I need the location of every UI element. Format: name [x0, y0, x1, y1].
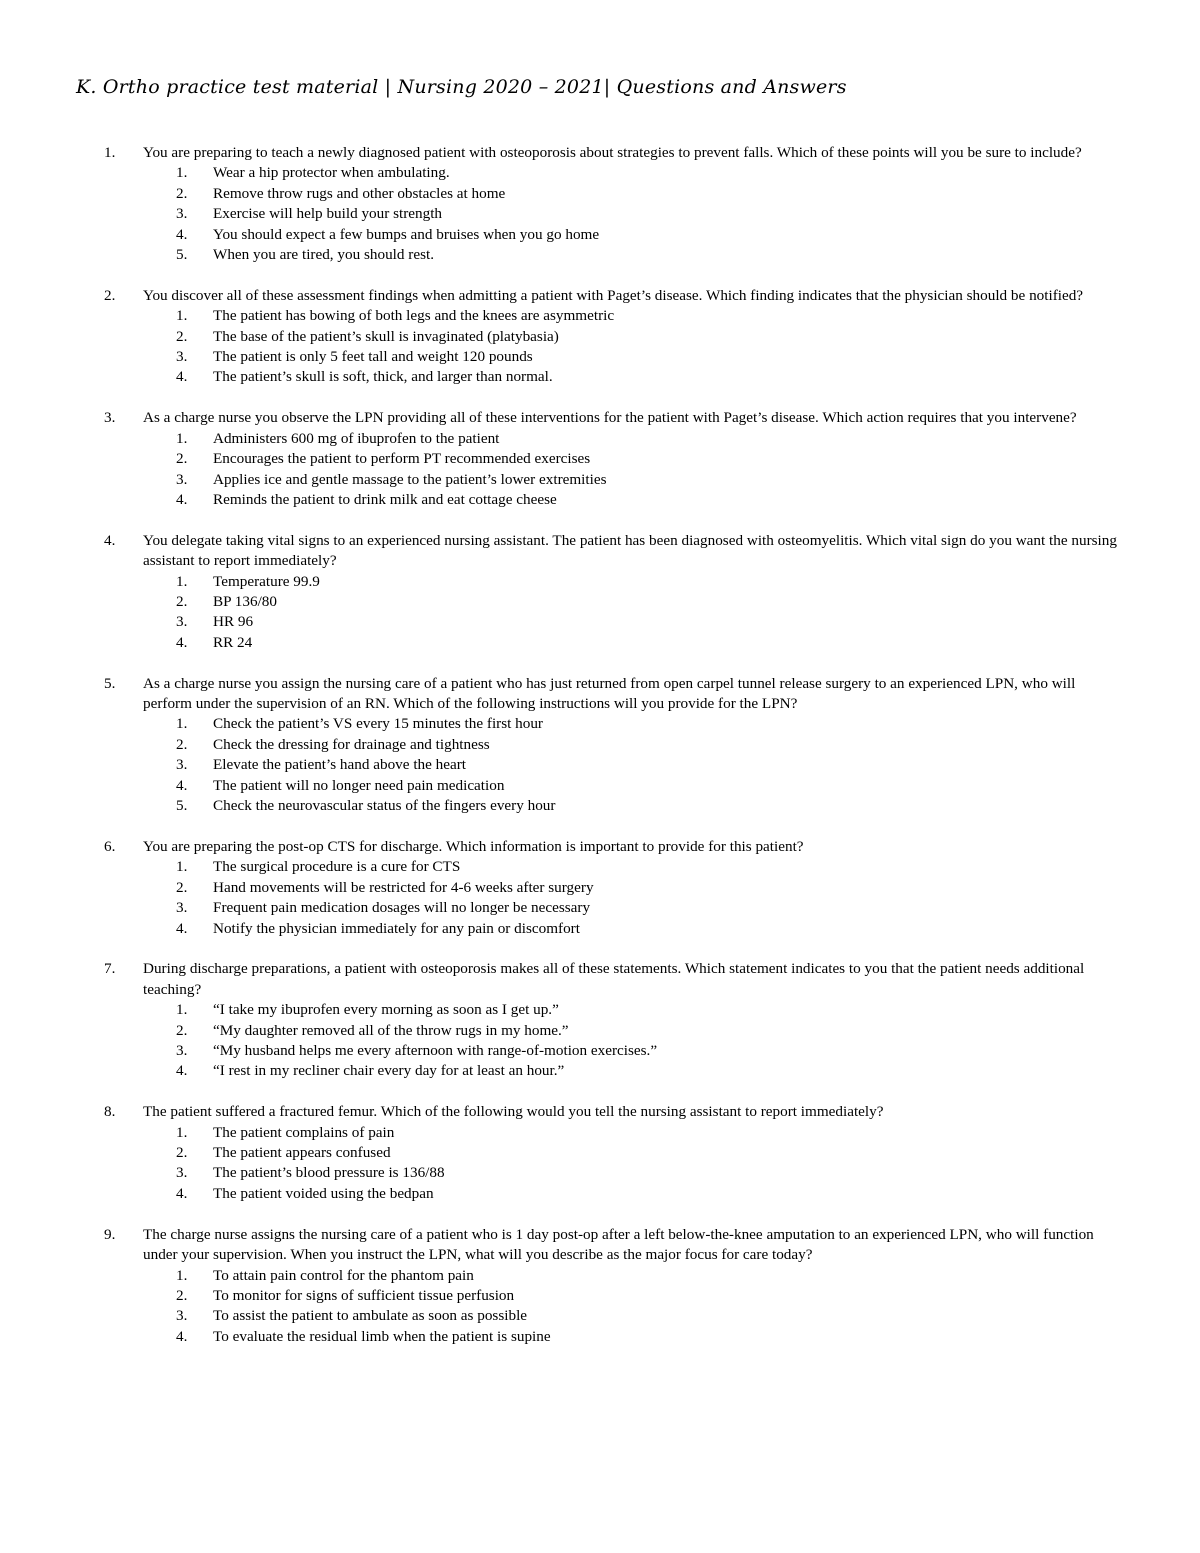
answer-option [0, 1000, 1200, 1020]
answer-option-number: 4. [176, 225, 188, 243]
answer-option-number: 1. [176, 715, 188, 733]
answer-option [0, 1286, 1200, 1306]
answer-option-text: Notify the physician immediately for any pain or discomfort [213, 919, 580, 937]
answer-option [0, 470, 1200, 490]
answer-option-text: When you are tired, you should rest. [213, 245, 435, 263]
answer-option [0, 796, 1200, 816]
answer-options [0, 1123, 1200, 1205]
answer-option [0, 1061, 1200, 1081]
answer-option-number: 1. [176, 858, 188, 876]
answer-option-text: The patient is only 5 feet tall and weight 120 pounds [213, 348, 533, 366]
answer-option-number: 3. [176, 899, 188, 917]
answer-option [0, 857, 1200, 877]
question-stem: You delegate taking vital signs to an experienced nursing assistant. The patient has been diagnosed with osteomyelitis. Which vital sign do you want the nursing assistant to report immediately? [143, 531, 1117, 570]
answer-option-text: Check the dressing for drainage and tightness [213, 735, 490, 753]
answer-option-number: 2. [176, 1286, 188, 1304]
answer-option [0, 184, 1200, 204]
answer-option-text: Exercise will help build your strength [213, 205, 443, 223]
question-number: 1. [104, 144, 116, 161]
answer-option-text: RR 24 [213, 633, 253, 651]
answer-option-text: Hand movements will be restricted for 4-6 weeks after surgery [213, 878, 594, 896]
question-number: 6. [104, 837, 116, 855]
answer-option-number: 1. [176, 1123, 188, 1141]
answer-option [0, 347, 1200, 367]
answer-options [0, 1266, 1200, 1348]
question-item [0, 674, 1200, 817]
answer-option-number: 1. [176, 164, 188, 182]
answer-option [0, 245, 1200, 265]
answer-option-text: Encourages the patient to perform PT recommended exercises [213, 450, 591, 468]
answer-option-text: Elevate the patient’s hand above the heart [213, 756, 467, 774]
question-number: 7. [104, 960, 116, 978]
question-item [0, 408, 1200, 510]
question-item [0, 531, 1200, 653]
answer-option [0, 1021, 1200, 1041]
answer-option-text: The patient will no longer need pain medication [213, 776, 505, 794]
answer-options [0, 1000, 1200, 1082]
answer-option [0, 878, 1200, 898]
answer-option-number: 3. [176, 756, 188, 774]
answer-option-text: The surgical procedure is a cure for CTS [213, 858, 461, 876]
answer-option-number: 3. [176, 205, 188, 223]
question-item [0, 1102, 1200, 1204]
answer-options [0, 714, 1200, 816]
answer-option-number: 3. [176, 470, 188, 488]
question-number: 4. [104, 531, 116, 549]
answer-option [0, 612, 1200, 632]
question-number: 5. [104, 674, 116, 692]
answer-option-text: Remove throw rugs and other obstacles at home [213, 184, 506, 202]
answer-option-text: Check the neurovascular status of the fingers every hour [213, 797, 556, 815]
question-stem: The charge nurse assigns the nursing care of a patient who is 1 day post-op after a left below-the-knee amputation to an experienced LPN, who will function under your supervision. When you instruct the LPN, what will you describe as the major focus for care today? [143, 1225, 1094, 1264]
answer-option-number: 2. [176, 327, 188, 345]
answer-options [0, 572, 1200, 654]
answer-option [0, 592, 1200, 612]
answer-option-number: 4. [176, 1184, 188, 1202]
answer-option [0, 755, 1200, 775]
answer-option-text: BP 136/80 [213, 593, 277, 610]
answer-option-text: Administers 600 mg of ibuprofen to the patient [213, 429, 500, 447]
answer-option-text: Temperature 99.9 [213, 572, 320, 590]
answer-option [0, 204, 1200, 224]
answer-option-text: Applies ice and gentle massage to the patient’s lower extremities [213, 470, 607, 488]
answer-option [0, 1327, 1200, 1347]
answer-option-number: 4. [176, 368, 188, 386]
answer-option [0, 225, 1200, 245]
question-item [0, 837, 1200, 939]
answer-option-number: 2. [176, 450, 188, 468]
answer-option-number: 2. [176, 735, 188, 753]
answer-option-number: 4. [176, 919, 188, 937]
answer-option-number: 4. [176, 1062, 188, 1080]
answer-option-number: 2. [176, 1021, 188, 1039]
answer-option-text: “My husband helps me every afternoon with range-of-motion exercises.” [213, 1042, 658, 1059]
answer-option-text: To assist the patient to ambulate as soon as possible [213, 1307, 528, 1325]
answer-option [0, 1041, 1200, 1061]
answer-option-number: 5. [176, 245, 188, 263]
answer-option-text: To attain pain control for the phantom pain [213, 1266, 474, 1284]
question-list [0, 143, 1200, 1368]
answer-option-number: 1. [176, 572, 188, 590]
answer-option-text: Check the patient’s VS every 15 minutes the first hour [213, 715, 543, 733]
question-stem: During discharge preparations, a patient with osteoporosis makes all of these statements. Which statement indicates to you that the patient needs additional teaching? [143, 960, 1085, 998]
question-number: 9. [104, 1225, 116, 1243]
answer-option-text: You should expect a few bumps and bruises when you go home [213, 225, 600, 243]
answer-option [0, 327, 1200, 347]
answer-option-text: “I take my ibuprofen every morning as soon as I get up.” [213, 1001, 559, 1019]
answer-option [0, 1143, 1200, 1163]
question-item [0, 959, 1200, 1081]
question-stem: The patient suffered a fractured femur. Which of the following would you tell the nursing assistant to report immediately? [143, 1103, 884, 1121]
question-stem: You discover all of these assessment findings when admitting a patient with Paget’s disease. Which finding indicates that the physician should be notified? [143, 286, 1084, 304]
answer-options [0, 306, 1200, 388]
answer-option [0, 490, 1200, 510]
question-number: 3. [104, 409, 116, 427]
answer-option-number: 3. [176, 1307, 188, 1325]
answer-options [0, 429, 1200, 511]
answer-option [0, 429, 1200, 449]
answer-option-number: 4. [176, 1327, 188, 1345]
answer-option-number: 4. [176, 633, 188, 651]
answer-option-text: Frequent pain medication dosages will no longer be necessary [213, 899, 591, 917]
answer-option [0, 1306, 1200, 1326]
answer-option [0, 633, 1200, 653]
answer-option [0, 1123, 1200, 1143]
answer-option-number: 2. [176, 593, 188, 610]
answer-option-number: 1. [176, 429, 188, 447]
answer-option-text: The patient complains of pain [213, 1123, 395, 1141]
answer-option [0, 776, 1200, 796]
answer-option [0, 714, 1200, 734]
answer-option-number: 3. [176, 1042, 188, 1059]
answer-option-number: 2. [176, 878, 188, 896]
answer-option-number: 4. [176, 776, 188, 794]
answer-option [0, 306, 1200, 326]
answer-option-number: 1. [176, 1266, 188, 1284]
answer-option-number: 1. [176, 1001, 188, 1019]
answer-options [0, 857, 1200, 939]
answer-option [0, 898, 1200, 918]
answer-option-text: “I rest in my recliner chair every day for at least an hour.” [213, 1062, 565, 1080]
answer-option [0, 735, 1200, 755]
question-number: 2. [104, 286, 116, 304]
answer-option-number: 5. [176, 797, 188, 815]
answer-option [0, 367, 1200, 387]
question-item [0, 143, 1200, 265]
answer-option-text: Wear a hip protector when ambulating. [213, 164, 450, 182]
answer-option-text: HR 96 [213, 613, 254, 631]
answer-option [0, 1266, 1200, 1286]
question-number: 8. [104, 1103, 116, 1121]
answer-option-number: 2. [176, 1144, 188, 1162]
answer-option-number: 3. [176, 613, 188, 631]
answer-option-text: The base of the patient’s skull is invaginated (platybasia) [213, 327, 559, 345]
answer-option-number: 3. [176, 1164, 188, 1182]
answer-option-text: To monitor for signs of sufficient tissue perfusion [213, 1286, 515, 1304]
answer-option [0, 1184, 1200, 1204]
answer-option-text: “My daughter removed all of the throw rugs in my home.” [213, 1021, 569, 1039]
answer-option-text: The patient appears confused [213, 1144, 391, 1162]
document-title: K. Ortho practice test material | Nursing 2020 – 2021| Questions and Answers [76, 76, 847, 98]
answer-option-text: To evaluate the residual limb when the patient is supine [213, 1327, 551, 1345]
answer-option [0, 163, 1200, 183]
answer-option-text: Reminds the patient to drink milk and eat cottage cheese [213, 490, 557, 508]
answer-option [0, 1163, 1200, 1183]
answer-options [0, 163, 1200, 265]
question-stem: You are preparing to teach a newly diagnosed patient with osteoporosis about strategies to prevent falls. Which of these points will you be sure to include? [143, 144, 1082, 161]
question-item [0, 1225, 1200, 1347]
answer-option [0, 572, 1200, 592]
answer-option [0, 919, 1200, 939]
answer-option-number: 3. [176, 348, 188, 366]
answer-option-text: The patient has bowing of both legs and the knees are asymmetric [213, 307, 615, 325]
question-stem: You are preparing the post-op CTS for discharge. Which information is important to provide for this patient? [143, 837, 804, 855]
answer-option-number: 4. [176, 490, 188, 508]
question-stem: As a charge nurse you observe the LPN providing all of these interventions for the patient with Paget’s disease. Which action requires that you intervene? [143, 409, 1077, 427]
answer-option [0, 449, 1200, 469]
question-item [0, 286, 1200, 388]
answer-option-text: The patient voided using the bedpan [213, 1184, 434, 1202]
question-stem: As a charge nurse you assign the nursing care of a patient who has just returned from open carpel tunnel release surgery to an experienced LPN, who will perform under the supervision of an RN. Which of the following instructions will you provide for the LPN? [143, 674, 1076, 713]
answer-option-text: The patient’s skull is soft, thick, and larger than normal. [213, 368, 553, 386]
answer-option-text: The patient’s blood pressure is 136/88 [213, 1164, 445, 1182]
answer-option-number: 1. [176, 307, 188, 325]
answer-option-number: 2. [176, 184, 188, 202]
